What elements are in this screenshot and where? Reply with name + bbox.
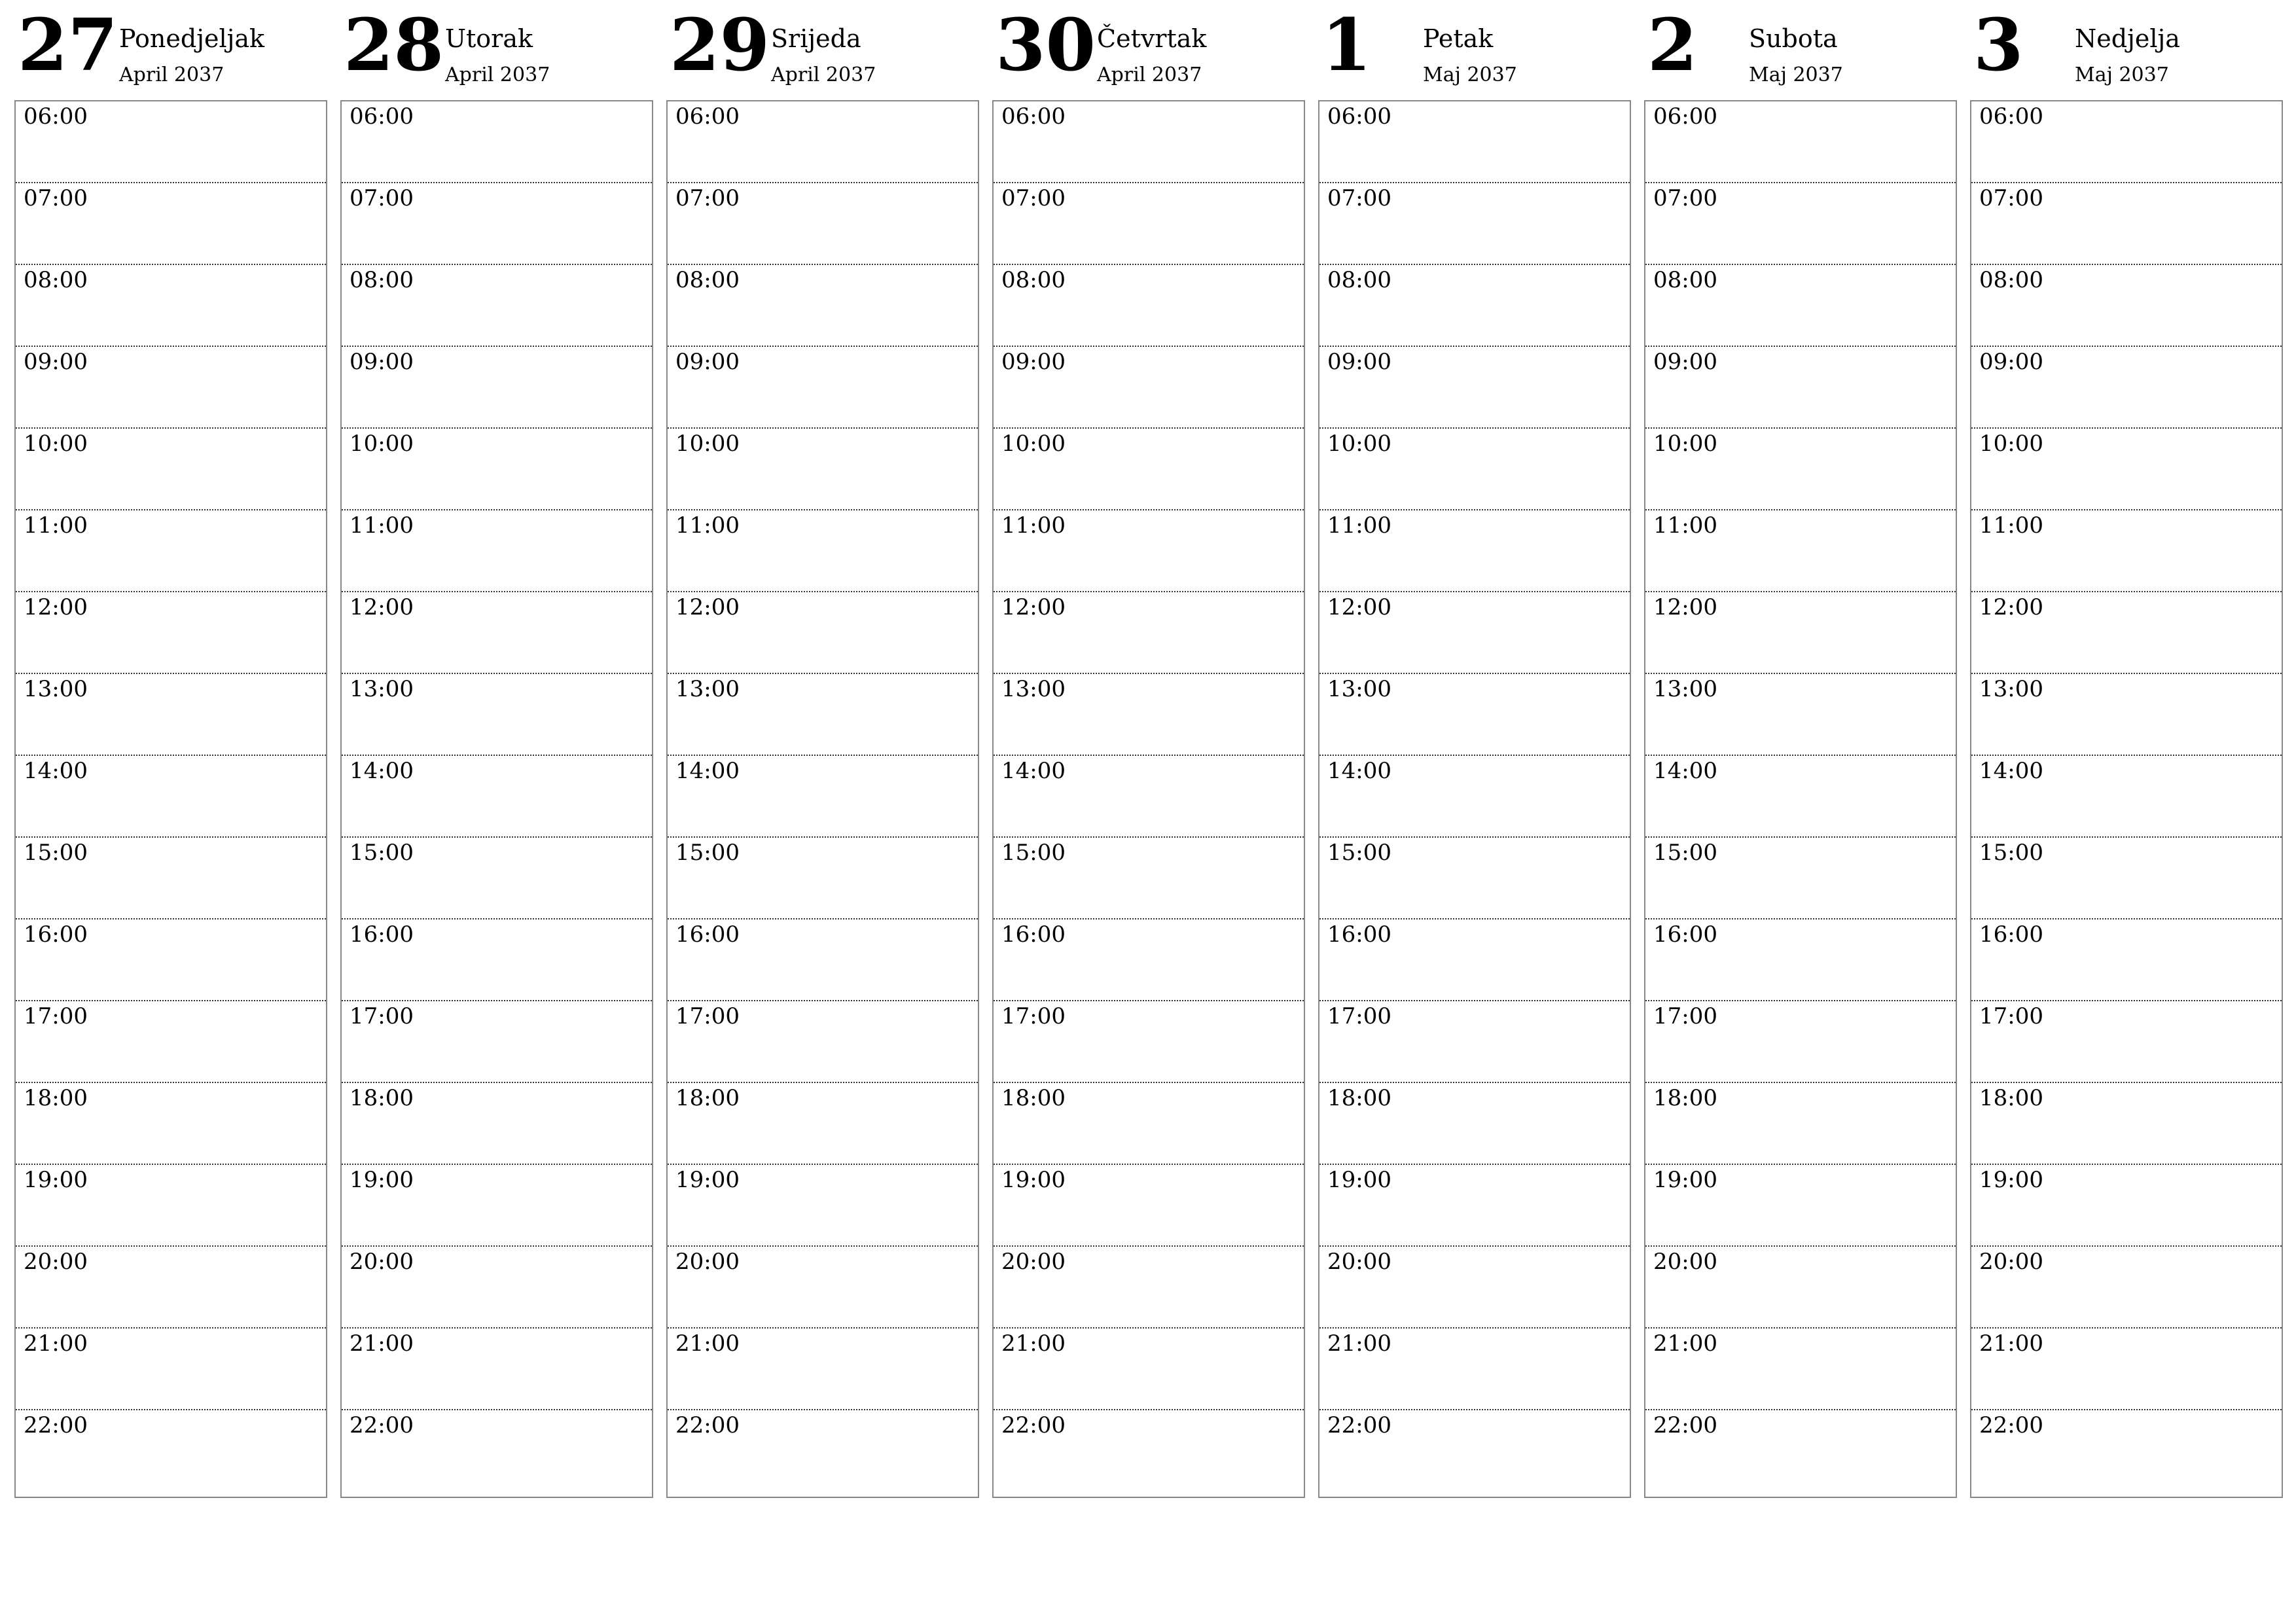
time-label: 15:00 [1653,840,1717,866]
day-schedule-box [666,100,979,1498]
time-label: 13:00 [24,676,88,702]
time-label: 14:00 [1001,758,1066,784]
day-name: Četvrtak [1097,24,1207,53]
day-month-year: Maj 2037 [1749,63,1843,86]
time-slot[interactable] [994,510,1304,592]
time-slot[interactable] [1645,183,1956,265]
time-slot[interactable] [668,510,978,592]
time-slot[interactable] [16,592,326,674]
time-slot[interactable] [342,756,652,838]
time-label: 19:00 [1653,1167,1717,1193]
time-label: 18:00 [350,1085,414,1111]
time-slot[interactable] [1319,265,1630,347]
time-label: 10:00 [1979,431,2043,457]
time-slot[interactable] [668,1247,978,1329]
day-month-year: Maj 2037 [1423,63,1517,86]
time-label: 17:00 [675,1003,740,1029]
time-label: 13:00 [350,676,414,702]
time-slot[interactable] [1319,510,1630,592]
time-slot[interactable] [668,756,978,838]
time-slot[interactable] [1971,183,2282,265]
time-slot[interactable] [1319,183,1630,265]
time-label: 10:00 [24,431,88,457]
time-label: 20:00 [350,1249,414,1275]
time-slot[interactable] [668,265,978,347]
time-label: 15:00 [1979,840,2043,866]
day-schedule-box [1318,100,1631,1498]
time-slot[interactable] [1319,1247,1630,1329]
time-label: 08:00 [1979,267,2043,293]
time-label: 12:00 [1327,594,1391,620]
time-slot[interactable] [342,674,652,756]
day-number: 29 [670,3,770,87]
day-name: Subota [1749,24,1838,53]
time-label: 16:00 [1653,921,1717,948]
time-label: 09:00 [350,349,414,375]
time-label: 08:00 [675,267,740,293]
time-label: 06:00 [675,103,740,130]
time-label: 18:00 [1979,1085,2043,1111]
time-label: 21:00 [1327,1330,1391,1357]
time-label: 17:00 [1653,1003,1717,1029]
time-label: 16:00 [1001,921,1066,948]
day-month-year: April 2037 [119,63,224,86]
time-slot[interactable] [16,183,326,265]
day-month-year: April 2037 [771,63,876,86]
time-label: 09:00 [24,349,88,375]
time-slot[interactable] [342,429,652,510]
time-slot[interactable] [668,347,978,429]
day-header [1970,0,2283,98]
time-label: 19:00 [1327,1167,1391,1193]
time-slot[interactable] [16,101,326,183]
time-label: 21:00 [675,1330,740,1357]
day-number: 2 [1647,3,1698,87]
time-slot[interactable] [1971,510,2282,592]
time-slot[interactable] [668,1165,978,1247]
time-label: 08:00 [1327,267,1391,293]
time-slot[interactable] [668,674,978,756]
time-label: 12:00 [675,594,740,620]
time-slot[interactable] [1319,429,1630,510]
time-label: 20:00 [675,1249,740,1275]
time-label: 16:00 [1979,921,2043,948]
time-label: 06:00 [350,103,414,130]
time-label: 15:00 [350,840,414,866]
time-slot[interactable] [994,1083,1304,1165]
time-label: 17:00 [1001,1003,1066,1029]
time-label: 20:00 [1001,1249,1066,1275]
time-slot[interactable] [668,101,978,183]
time-slot[interactable] [1319,756,1630,838]
time-label: 11:00 [24,512,88,539]
time-slot[interactable] [668,1083,978,1165]
time-label: 15:00 [675,840,740,866]
time-slot[interactable] [1971,1329,2282,1410]
time-slot[interactable] [16,1410,326,1497]
time-slot[interactable] [1971,1083,2282,1165]
day-name: Srijeda [771,24,861,53]
day-header [1318,0,1631,98]
time-label: 22:00 [675,1412,740,1438]
time-label: 17:00 [1327,1003,1391,1029]
time-slot[interactable] [1971,265,2282,347]
time-label: 09:00 [1653,349,1717,375]
time-slot[interactable] [994,429,1304,510]
time-label: 07:00 [1979,185,2043,211]
time-slot[interactable] [1645,674,1956,756]
time-slot[interactable] [16,265,326,347]
time-slot[interactable] [1645,1410,1956,1497]
time-label: 19:00 [1979,1167,2043,1193]
time-label: 18:00 [1001,1085,1066,1111]
time-slot[interactable] [1319,1165,1630,1247]
time-slot[interactable] [994,838,1304,919]
time-slot[interactable] [994,1329,1304,1410]
time-label: 18:00 [675,1085,740,1111]
day-header [1644,0,1957,98]
time-slot[interactable] [1971,1410,2282,1497]
time-label: 10:00 [675,431,740,457]
time-label: 22:00 [1001,1412,1066,1438]
day-schedule-box [1644,100,1957,1498]
time-slot[interactable] [16,1329,326,1410]
time-slot[interactable] [668,919,978,1001]
day-schedule-box [1970,100,2283,1498]
time-label: 16:00 [1327,921,1391,948]
day-header [340,0,653,98]
time-label: 09:00 [675,349,740,375]
time-slot[interactable] [1645,101,1956,183]
time-slot[interactable] [1645,838,1956,919]
day-name: Utorak [445,24,533,53]
time-slot[interactable] [1645,1001,1956,1083]
time-slot[interactable] [1645,265,1956,347]
time-label: 21:00 [1979,1330,2043,1357]
time-label: 13:00 [1327,676,1391,702]
time-label: 19:00 [1001,1167,1066,1193]
time-label: 11:00 [1653,512,1717,539]
time-slot[interactable] [16,510,326,592]
time-slot[interactable] [994,1001,1304,1083]
day-month-year: April 2037 [445,63,550,86]
time-slot[interactable] [342,1247,652,1329]
time-slot[interactable] [1971,756,2282,838]
time-label: 14:00 [1327,758,1391,784]
time-label: 15:00 [1001,840,1066,866]
time-slot[interactable] [1645,510,1956,592]
time-label: 19:00 [675,1167,740,1193]
time-slot[interactable] [1971,1247,2282,1329]
time-slot[interactable] [1971,674,2282,756]
time-label: 16:00 [675,921,740,948]
time-label: 07:00 [350,185,414,211]
time-label: 11:00 [1001,512,1066,539]
time-label: 22:00 [1327,1412,1391,1438]
time-slot[interactable] [16,756,326,838]
time-slot[interactable] [668,429,978,510]
time-label: 06:00 [1653,103,1717,130]
time-label: 11:00 [1327,512,1391,539]
time-label: 17:00 [1979,1003,2043,1029]
time-slot[interactable] [994,183,1304,265]
time-slot[interactable] [1319,919,1630,1001]
day-header [666,0,979,98]
day-number: 1 [1321,3,1372,87]
time-slot[interactable] [668,838,978,919]
time-slot[interactable] [1971,919,2282,1001]
time-label: 07:00 [1653,185,1717,211]
time-label: 09:00 [1001,349,1066,375]
time-slot[interactable] [16,1165,326,1247]
time-label: 08:00 [1001,267,1066,293]
time-label: 19:00 [350,1167,414,1193]
time-slot[interactable] [1319,838,1630,919]
time-label: 14:00 [350,758,414,784]
time-slot[interactable] [342,1165,652,1247]
time-label: 18:00 [24,1085,88,1111]
time-label: 13:00 [1979,676,2043,702]
time-slot[interactable] [1319,1083,1630,1165]
day-month-year: Maj 2037 [2075,63,2169,86]
time-slot[interactable] [994,756,1304,838]
time-slot[interactable] [1319,1410,1630,1497]
time-label: 14:00 [1653,758,1717,784]
day-month-year: April 2037 [1097,63,1202,86]
day-name: Nedjelja [2075,24,2180,53]
time-label: 12:00 [24,594,88,620]
time-slot[interactable] [1971,592,2282,674]
time-slot[interactable] [668,592,978,674]
time-slot[interactable] [1319,592,1630,674]
time-label: 13:00 [675,676,740,702]
time-label: 06:00 [1001,103,1066,130]
time-slot[interactable] [342,347,652,429]
time-slot[interactable] [1319,1001,1630,1083]
day-number: 30 [996,3,1096,87]
time-label: 14:00 [24,758,88,784]
day-number: 3 [1973,3,2024,87]
time-slot[interactable] [994,919,1304,1001]
time-slot[interactable] [1645,592,1956,674]
time-slot[interactable] [1971,1165,2282,1247]
time-label: 06:00 [1327,103,1391,130]
time-slot[interactable] [668,1001,978,1083]
time-slot[interactable] [994,347,1304,429]
time-label: 08:00 [24,267,88,293]
time-slot[interactable] [1971,429,2282,510]
time-label: 07:00 [675,185,740,211]
time-slot[interactable] [342,1410,652,1497]
time-slot[interactable] [668,1329,978,1410]
time-label: 11:00 [1979,512,2043,539]
time-label: 09:00 [1327,349,1391,375]
time-slot[interactable] [994,674,1304,756]
time-slot[interactable] [16,429,326,510]
time-label: 16:00 [24,921,88,948]
time-slot[interactable] [1645,1083,1956,1165]
time-label: 16:00 [350,921,414,948]
time-label: 06:00 [1979,103,2043,130]
time-label: 18:00 [1653,1085,1717,1111]
time-label: 10:00 [1327,431,1391,457]
time-slot[interactable] [1645,756,1956,838]
time-label: 20:00 [1327,1249,1391,1275]
time-label: 21:00 [24,1330,88,1357]
time-label: 08:00 [1653,267,1717,293]
time-label: 11:00 [350,512,414,539]
time-slot[interactable] [1645,1329,1956,1410]
time-slot[interactable] [1319,1329,1630,1410]
time-slot[interactable] [994,1247,1304,1329]
day-name: Petak [1423,24,1494,53]
time-label: 22:00 [1653,1412,1717,1438]
time-slot[interactable] [1971,1001,2282,1083]
time-label: 11:00 [675,512,740,539]
time-label: 13:00 [1653,676,1717,702]
time-label: 14:00 [1979,758,2043,784]
time-label: 22:00 [350,1412,414,1438]
day-schedule-box [992,100,1305,1498]
time-slot[interactable] [1971,838,2282,919]
time-slot[interactable] [342,919,652,1001]
time-slot[interactable] [16,674,326,756]
time-label: 12:00 [1979,594,2043,620]
time-slot[interactable] [994,592,1304,674]
time-slot[interactable] [342,1083,652,1165]
time-slot[interactable] [994,101,1304,183]
time-slot[interactable] [994,1410,1304,1497]
day-number: 28 [344,3,444,87]
time-slot[interactable] [668,1410,978,1497]
time-label: 10:00 [1001,431,1066,457]
time-label: 08:00 [350,267,414,293]
time-label: 21:00 [1653,1330,1717,1357]
time-label: 12:00 [1653,594,1717,620]
time-slot[interactable] [1645,919,1956,1001]
time-label: 15:00 [24,840,88,866]
time-label: 13:00 [1001,676,1066,702]
time-slot[interactable] [1319,101,1630,183]
time-slot[interactable] [994,265,1304,347]
time-slot[interactable] [1319,347,1630,429]
time-slot[interactable] [1645,347,1956,429]
time-label: 20:00 [1979,1249,2043,1275]
time-slot[interactable] [1645,1247,1956,1329]
time-slot[interactable] [342,838,652,919]
time-label: 12:00 [1001,594,1066,620]
day-name: Ponedjeljak [119,24,265,53]
day-schedule-box [340,100,653,1498]
time-slot[interactable] [994,1165,1304,1247]
day-number: 27 [18,3,118,87]
time-slot[interactable] [1645,1165,1956,1247]
time-label: 20:00 [24,1249,88,1275]
time-label: 10:00 [1653,431,1717,457]
time-label: 10:00 [350,431,414,457]
time-slot[interactable] [16,838,326,919]
day-header [14,0,327,98]
time-label: 17:00 [350,1003,414,1029]
time-label: 17:00 [24,1003,88,1029]
time-label: 06:00 [24,103,88,130]
time-slot[interactable] [16,347,326,429]
day-header [992,0,1305,98]
time-slot[interactable] [342,592,652,674]
time-label: 15:00 [1327,840,1391,866]
time-label: 07:00 [1327,185,1391,211]
time-slot[interactable] [342,183,652,265]
time-slot[interactable] [16,1247,326,1329]
time-label: 18:00 [1327,1085,1391,1111]
time-label: 21:00 [350,1330,414,1357]
time-label: 09:00 [1979,349,2043,375]
time-label: 19:00 [24,1167,88,1193]
time-slot[interactable] [342,1329,652,1410]
time-label: 12:00 [350,594,414,620]
time-slot[interactable] [668,183,978,265]
time-label: 14:00 [675,758,740,784]
time-label: 22:00 [24,1412,88,1438]
time-label: 07:00 [24,185,88,211]
time-slot[interactable] [342,265,652,347]
time-slot[interactable] [1971,347,2282,429]
time-slot[interactable] [1971,101,2282,183]
time-slot[interactable] [1319,674,1630,756]
time-label: 21:00 [1001,1330,1066,1357]
time-slot[interactable] [16,1083,326,1165]
time-label: 07:00 [1001,185,1066,211]
time-label: 22:00 [1979,1412,2043,1438]
time-slot[interactable] [1645,429,1956,510]
time-slot[interactable] [342,510,652,592]
time-slot[interactable] [16,919,326,1001]
time-slot[interactable] [342,101,652,183]
time-slot[interactable] [16,1001,326,1083]
time-slot[interactable] [342,1001,652,1083]
time-label: 20:00 [1653,1249,1717,1275]
day-schedule-box [14,100,327,1498]
